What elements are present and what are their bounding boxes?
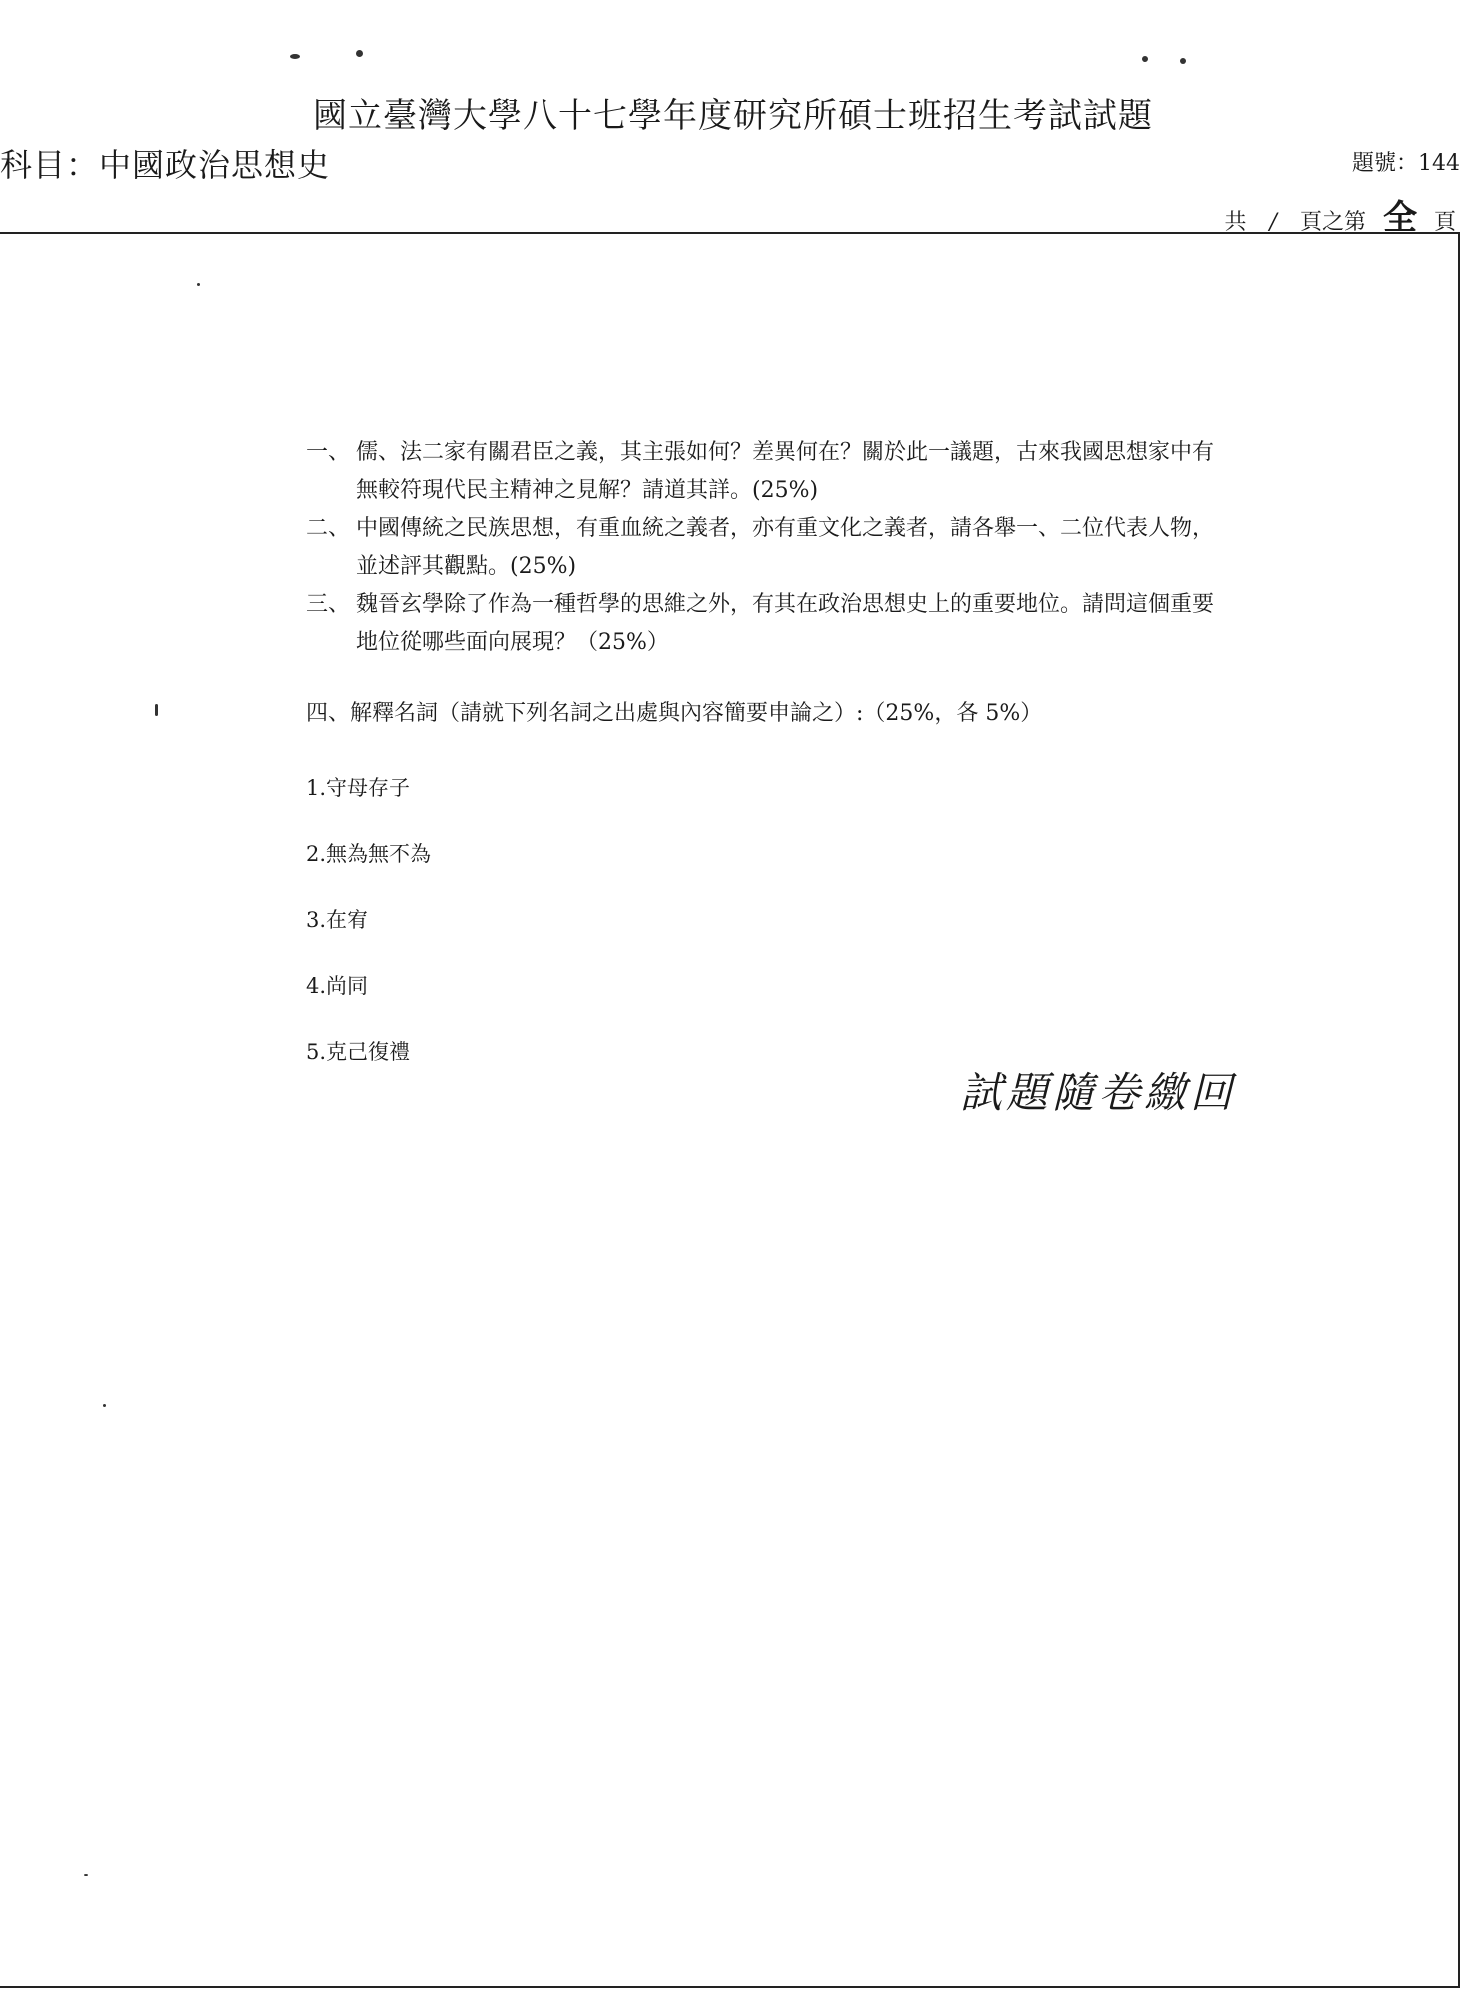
question-4-number: 四、	[306, 701, 351, 726]
page-total-label: 共	[1224, 210, 1247, 235]
scan-speck	[356, 50, 363, 57]
term-2: 2.無為無不為	[306, 842, 432, 866]
questions-block	[306, 434, 1226, 662]
subject-name: 中國政治思想史	[99, 146, 331, 184]
page-current-value: 全	[1382, 198, 1417, 238]
exam-title: 國立臺灣大學八十七學年度研究所碩士班招生考試試題	[313, 96, 1153, 136]
term-1: 1.守母存子	[306, 776, 411, 800]
term-3: 3.在宥	[306, 908, 369, 932]
question-number-value: 144	[1418, 151, 1460, 176]
page-end-label: 頁	[1433, 210, 1456, 235]
scan-speck	[290, 54, 300, 59]
question-3-text: 魏晉玄學除了作為一種哲學的思維之外，有其在政治思想史上的重要地位。請問這個重要地位從哪些面向展現？（25%）	[356, 592, 1215, 655]
scan-speck	[1142, 56, 1148, 62]
question-1-number: 一、	[306, 440, 351, 465]
question-4-text: 解釋名詞（請就下列名詞之出處與內容簡要申論之）:（25%，各 5%）	[350, 701, 1043, 726]
subject-label: 科目：	[0, 146, 100, 184]
question-3-number: 三、	[306, 592, 351, 617]
question-number-label: 題號：	[1351, 151, 1418, 176]
scan-speck	[155, 704, 158, 716]
question-3	[306, 586, 1226, 662]
question-number	[1352, 146, 1460, 177]
scan-speck	[197, 283, 200, 286]
question-2	[306, 510, 1226, 586]
page-total-value: /	[1269, 210, 1277, 235]
scan-speck	[84, 1874, 88, 1876]
term-4: 4.尚同	[306, 974, 369, 998]
scan-speck	[103, 1404, 106, 1407]
page-mid-label: 頁之第	[1299, 210, 1366, 235]
question-2-text: 中國傳統之民族思想，有重血統之義者，亦有重文化之義者，請各舉一、二位代表人物，並述評其觀點。(25%)	[356, 516, 1215, 579]
question-4	[306, 696, 1042, 727]
question-1-text: 儒、法二家有關君臣之義，其主張如何？差異何在？關於此一議題，古來我國思想家中有無較符現代民主精神之見解？請道其詳。(25%)	[356, 440, 1215, 503]
question-1	[306, 434, 1226, 510]
return-exam-note: 試題隨卷繳回	[960, 1068, 1237, 1117]
question-2-number: 二、	[306, 516, 351, 541]
term-5: 5.克己復禮	[306, 1040, 411, 1064]
scan-speck	[1180, 58, 1186, 64]
subject-line	[0, 140, 330, 186]
